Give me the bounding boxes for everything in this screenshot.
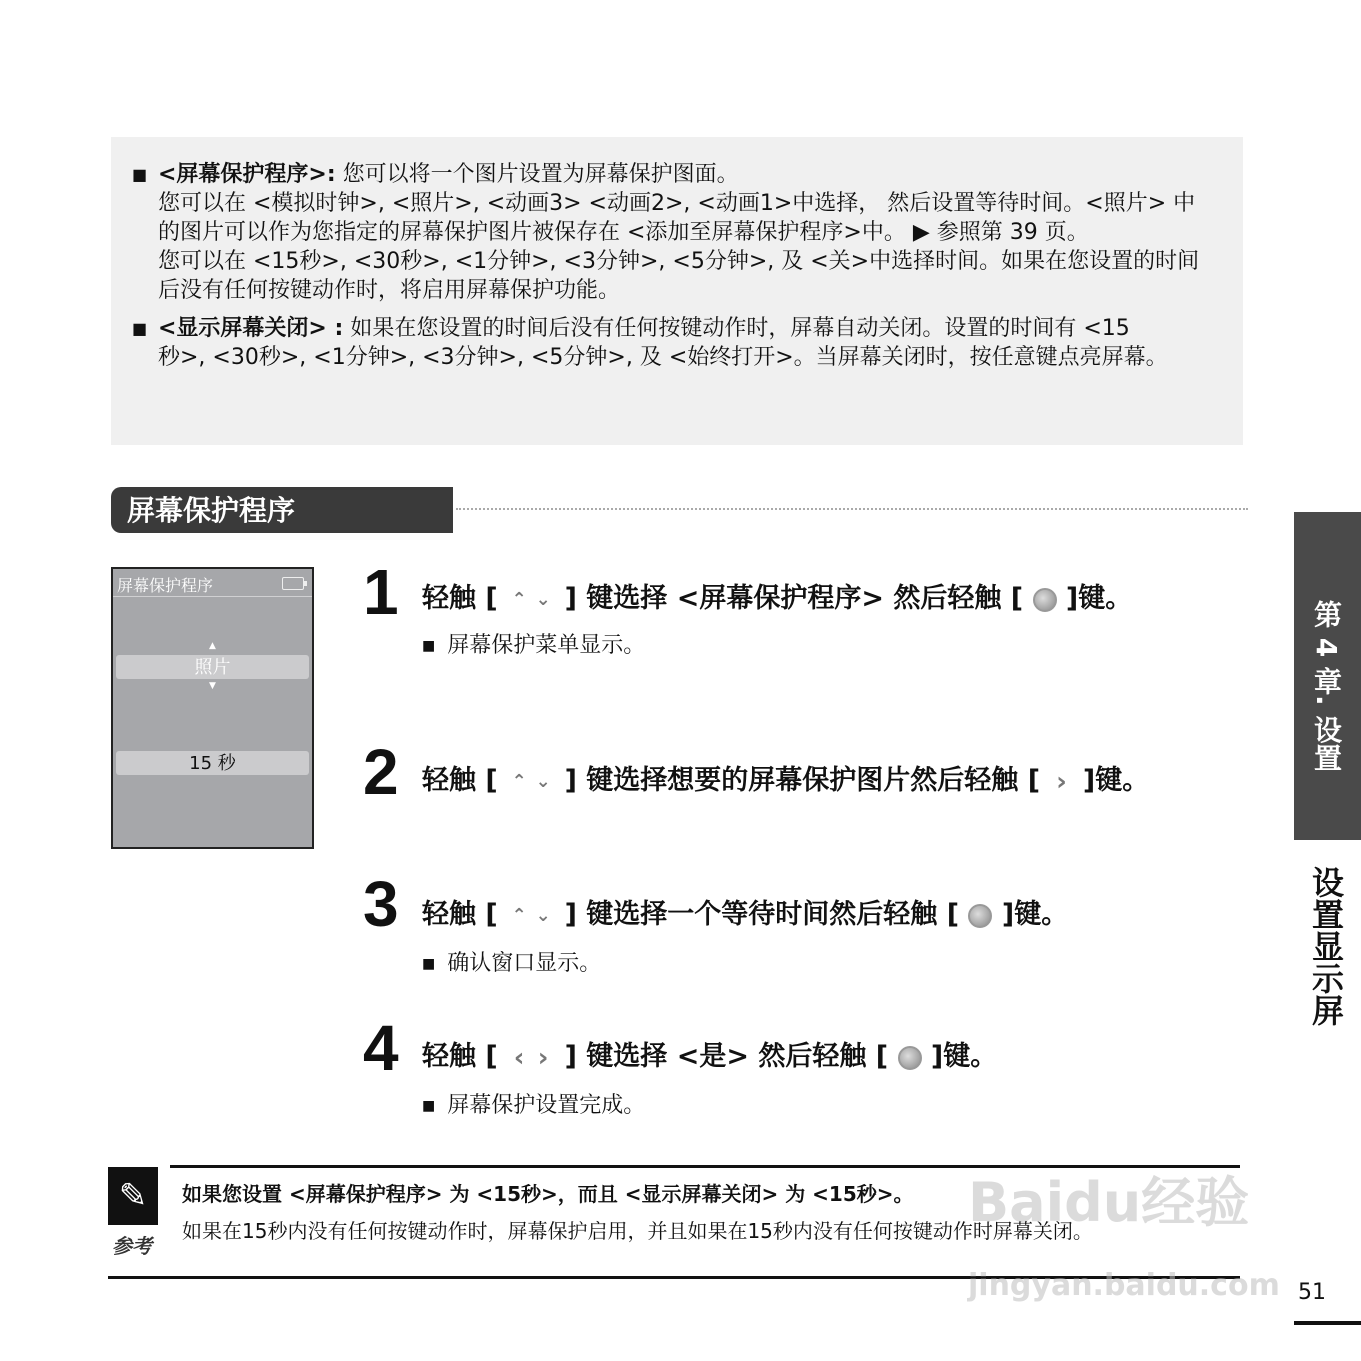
step-3-text: 轻触 [ ⌃⌄ ] 键选择一个等待时间然后轻触 [ ]键。 — [422, 898, 1068, 932]
device-title: 屏幕保护程序 — [117, 576, 214, 595]
note-body: 如果在15秒内没有任何按键动作时，屏幕保护启用，并且如果在15秒内没有任何按键动作时屏幕关闭。 — [182, 1219, 1093, 1243]
select-button-icon — [968, 904, 992, 928]
note-label: 参考 — [112, 1234, 152, 1258]
step-3-result: ■ 确认窗口显示。 — [422, 951, 602, 976]
device-option-time: 15 秒 — [116, 751, 309, 775]
select-button-icon — [1033, 588, 1057, 612]
device-screen — [111, 567, 314, 849]
device-divider — [113, 596, 312, 597]
screensaver-line2: 您可以在 <模拟时钟>, <照片>, <动画3> <动画2>, <动画1>中选择， 然后设置等待时间。<照片> 中 — [158, 191, 1196, 216]
right-key-icon — [1049, 771, 1073, 793]
down-key-icon — [531, 905, 555, 927]
left-key-icon — [507, 1047, 531, 1069]
down-key-icon — [531, 771, 555, 793]
dotted-divider — [456, 508, 1248, 510]
step-3-number: 3 — [363, 868, 399, 940]
scroll-up-icon: ▲ — [209, 641, 216, 651]
page-number: 51 — [1298, 1280, 1326, 1305]
step-1-result: ■ 屏幕保护菜单显示。 — [422, 633, 646, 658]
step-4-text: 轻触 [ ‹› ] 键选择 <是> 然后轻触 [ ]键。 — [422, 1040, 997, 1074]
topic-label: 设置显示屏 — [1307, 866, 1345, 1026]
select-button-icon — [898, 1046, 922, 1070]
step-2-number: 2 — [363, 736, 399, 808]
up-key-icon — [507, 589, 531, 611]
screensaver-heading: <屏幕保护程序>: — [158, 162, 336, 187]
display-off-line2: 秒>, <30秒>, <1分钟>, <3分钟>, <5分钟>, 及 <始终打开>。当屏幕关闭时，按任意键点亮屏幕。 — [158, 345, 1168, 370]
screensaver-text: 您可以将一个图片设置为屏幕保护图面。 — [335, 162, 739, 187]
screensaver-line4: 您可以在 <15秒>, <30秒>, <1分钟>, <3分钟>, <5分钟>, 及 <关>中选择时间。如果在您设置的时间 — [158, 249, 1200, 274]
scroll-down-icon: ▼ — [209, 681, 216, 691]
note-title: 如果您设置 <屏幕保护程序> 为 <15秒>，而且 <显示屏幕关闭> 为 <15秒>。 — [182, 1182, 914, 1206]
up-key-icon — [507, 771, 531, 793]
step-1-number: 1 — [363, 556, 399, 628]
step-4-number: 4 — [363, 1012, 399, 1084]
page-number-rule — [1294, 1321, 1361, 1325]
up-key-icon — [507, 905, 531, 927]
step-4-result: ■ 屏幕保护设置完成。 — [422, 1093, 646, 1118]
watermark-logo: Baidu经验 — [968, 1171, 1250, 1234]
section-title: 屏幕保护程序 — [111, 487, 453, 533]
step-1-text: 轻触 [ ⌃⌄ ] 键选择 <屏幕保护程序> 然后轻触 [ ]键。 — [422, 582, 1132, 616]
screensaver-line3: 的图片可以作为您指定的屏幕保护图片被保存在 <添加至屏幕保护程序>中。 ▶ 参照第 39 页。 — [158, 220, 1089, 245]
watermark-url: jingyan.baidu.com — [968, 1268, 1280, 1303]
right-key-icon — [531, 1047, 555, 1069]
display-off-heading: <显示屏幕关闭> : — [158, 316, 344, 341]
pencil-note-icon: ✎ — [108, 1167, 158, 1225]
bullet: ■ — [132, 165, 148, 184]
down-key-icon — [531, 589, 555, 611]
display-off-text: 如果在您设置的时间后没有任何按键动作时，屏幕自动关闭。设置的时间有 <15 — [343, 316, 1130, 341]
bullet: ■ — [132, 319, 148, 338]
battery-icon — [282, 577, 304, 590]
device-option-photo: 照片 — [116, 655, 309, 679]
step-2-text: 轻触 [ ⌃⌄ ] 键选择想要的屏幕保护图片然后轻触 [ › ]键。 — [422, 764, 1149, 798]
screensaver-line5: 后没有任何按键动作时，将启用屏幕保护功能。 — [158, 278, 621, 303]
chapter-label: 第 4 章. 设置 — [1310, 600, 1343, 772]
